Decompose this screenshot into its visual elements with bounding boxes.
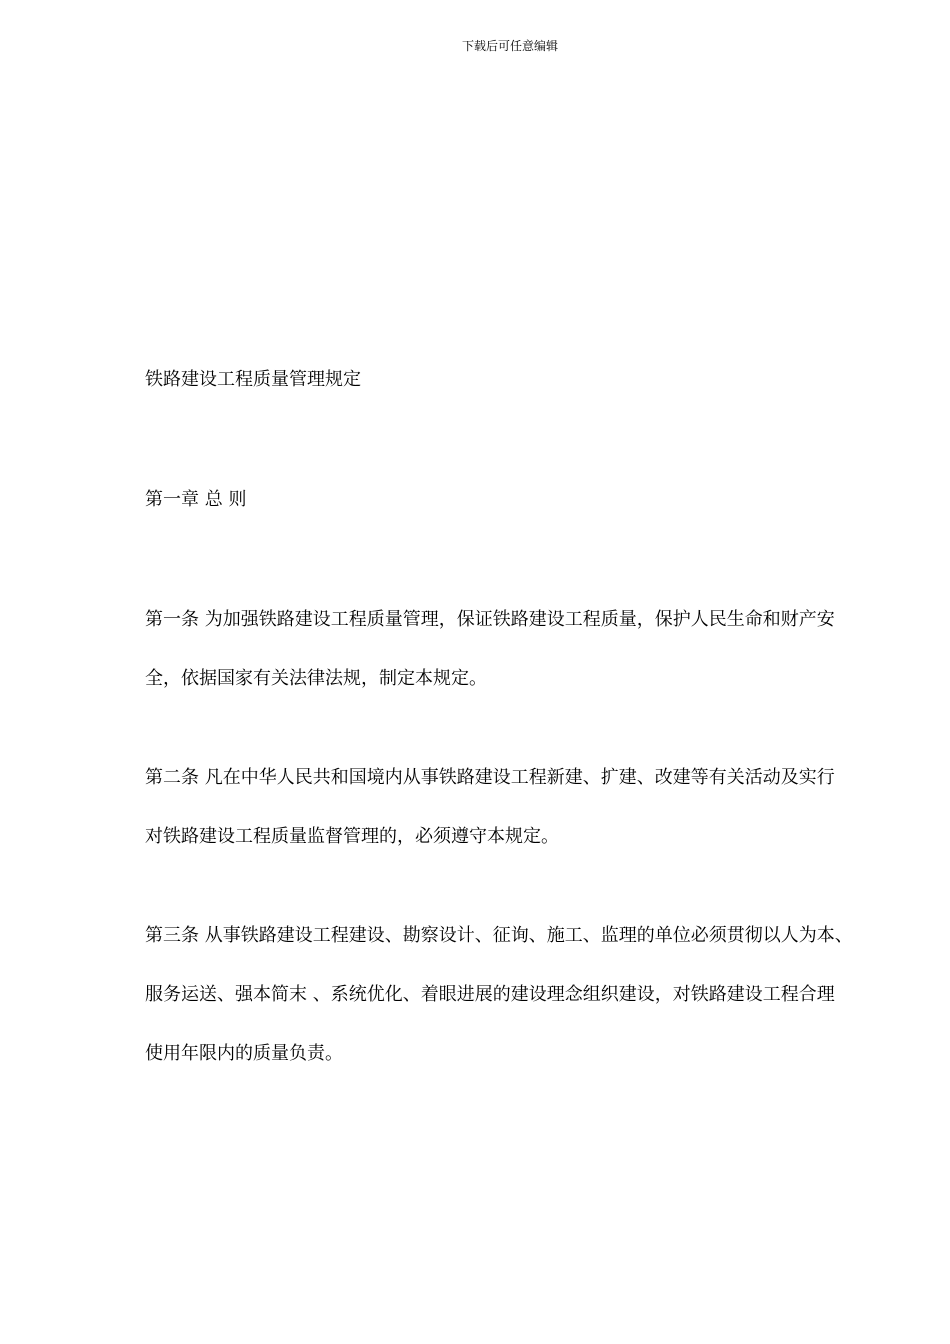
article-2-line-2: 对铁路建设工程质量监督管理的，必须遵守本规定。 [145, 826, 559, 847]
article-1 [145, 600, 890, 699]
article-2-line-1: 第二条 凡在中华人民共和国境内从事铁路建设工程新建、扩建、改建等有关活动及实行 [145, 767, 835, 788]
article-2 [145, 758, 890, 857]
chapter-heading: 第一章 总 则 [145, 489, 247, 510]
article-3-line-2: 服务运送、强本简末 、系统优化、着眼进展的建设理念组织建设，对铁路建设工程合理 [145, 984, 835, 1005]
article-3-line-3: 使用年限内的质量负责。 [145, 1043, 343, 1064]
page-header-note: 下载后可任意编辑 [461, 39, 558, 53]
document-body [145, 360, 890, 1133]
document-title: 铁路建设工程质量管理规定 [145, 369, 361, 390]
article-1-line-2: 全，依据国家有关法律法规，制定本规定。 [145, 668, 487, 689]
article-3-line-1: 第三条 从事铁路建设工程建设、勘察设计、征询、施工、监理的单位必须贯彻以人为本、 [145, 925, 853, 946]
article-1-line-1: 第一条 为加强铁路建设工程质量管理，保证铁路建设工程质量，保护人民生命和财产安 [145, 609, 835, 630]
article-3 [145, 916, 890, 1074]
